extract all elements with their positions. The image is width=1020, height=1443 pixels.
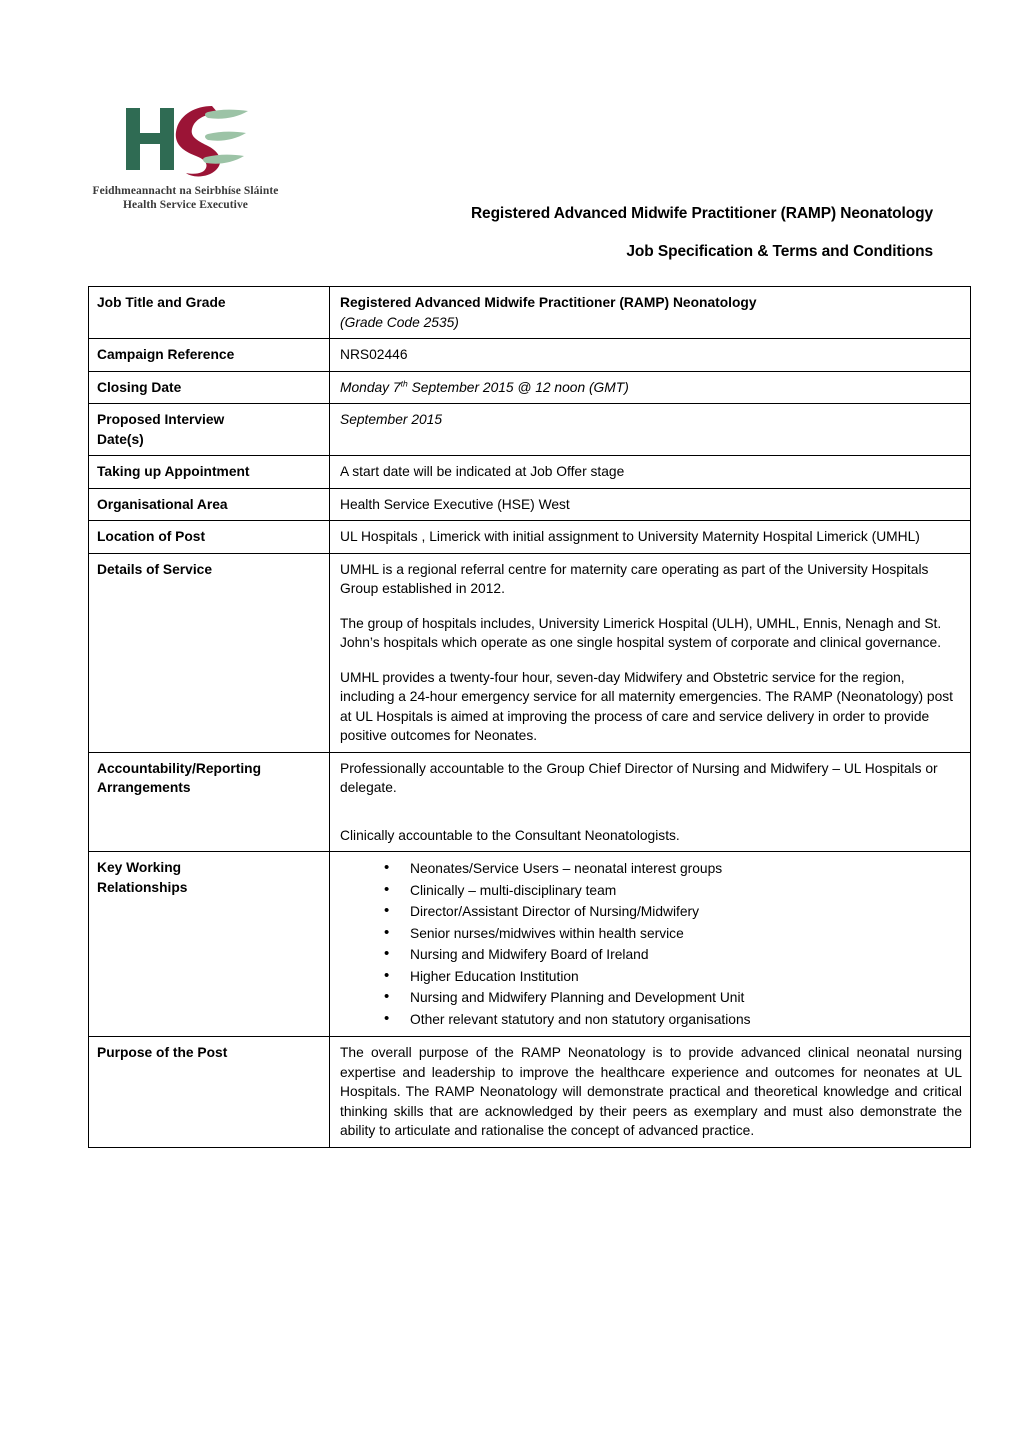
row-value-campaign-reference: NRS02446 xyxy=(330,339,971,372)
accountability-para-1: Professionally accountable to the Group Chief Director of Nursing and Midwifery – UL Hospitals or delegate. xyxy=(340,760,938,795)
hse-logo xyxy=(88,100,283,212)
row-value-location-of-post: UL Hospitals , Limerick with initial assignment to University Maternity Hospital Limerick (UMHL) xyxy=(330,521,971,554)
row-value-accountability xyxy=(330,752,971,852)
table-row-accountability xyxy=(89,752,971,852)
row-label-proposed-interview-date xyxy=(89,404,330,456)
list-item: • Senior nurses/midwives within health service xyxy=(384,923,962,945)
details-para-1: UMHL is a regional referral centre for maternity care operating as part of the University Hospitals Group established in 2012. xyxy=(340,561,929,596)
proposed-interview-label-line1: Proposed Interview xyxy=(97,412,225,427)
row-value-closing-date xyxy=(330,371,971,404)
accountability-label-line1: Accountability/Reporting xyxy=(97,760,262,776)
list-item: • Clinically – multi-disciplinary team xyxy=(384,880,962,902)
closing-date-ordinal: th xyxy=(400,377,408,388)
closing-date-pre: Monday 7 xyxy=(340,379,401,395)
table-row-proposed-interview-date xyxy=(89,404,971,456)
accountability-label-line2: Arrangements xyxy=(97,780,191,795)
key-working-relationships-list xyxy=(340,858,962,1030)
row-label-purpose-of-the-post: Purpose of the Post xyxy=(89,1037,330,1148)
document-heading xyxy=(340,204,933,262)
row-label-job-title: Job Title and Grade xyxy=(89,287,330,339)
job-specification-table xyxy=(88,286,971,1148)
table-row-location-of-post xyxy=(89,521,971,554)
closing-date-post: September 2015 @ 12 noon (GMT) xyxy=(407,379,629,395)
row-value-key-working-relationships xyxy=(330,852,971,1037)
kwr-label-line1: Key Working xyxy=(97,860,182,875)
table-row-taking-up-appointment xyxy=(89,456,971,489)
kwr-label-line2: Relationships xyxy=(97,879,188,895)
row-label-closing-date: Closing Date xyxy=(89,371,330,404)
table-row-key-working-relationships xyxy=(89,852,971,1037)
row-label-details-of-service: Details of Service xyxy=(89,553,330,752)
row-label-accountability xyxy=(89,752,330,852)
row-label-organisational-area: Organisational Area xyxy=(89,488,330,521)
page-subtitle: Job Specification & Terms and Conditions xyxy=(626,243,933,260)
row-value-details-of-service xyxy=(330,553,971,752)
table-row-job-title xyxy=(89,287,971,339)
page-title: Registered Advanced Midwife Practitioner (RAMP) Neonatology xyxy=(470,205,933,222)
list-item: • Director/Assistant Director of Nursing/Midwifery xyxy=(384,901,962,923)
details-para-2: The group of hospitals includes, University Limerick Hospital (ULH), UMHL, Ennis, Nenagh and St. John’s hospitals which operate as one single hospital system of corporate and clinical governance. xyxy=(340,615,942,650)
hse-logo-mark xyxy=(116,100,256,178)
row-label-key-working-relationships xyxy=(89,852,330,1037)
list-item: • Higher Education Institution xyxy=(384,966,962,988)
table-row-purpose-of-the-post xyxy=(89,1037,971,1148)
row-value-taking-up-appointment: A start date will be indicated at Job Offer stage xyxy=(330,456,971,489)
table-row-campaign-reference xyxy=(89,339,971,372)
grade-code-text: (Grade Code 2535) xyxy=(340,314,459,330)
table-row-closing-date xyxy=(89,371,971,404)
row-label-campaign-reference: Campaign Reference xyxy=(89,339,330,372)
hse-logo-caption-irish: Feidhmeannacht na Seirbhíse Sláinte xyxy=(92,185,279,197)
proposed-interview-label-line2: Date(s) xyxy=(97,431,144,447)
row-value-organisational-area: Health Service Executive (HSE) West xyxy=(330,488,971,521)
row-value-purpose-of-the-post: The overall purpose of the RAMP Neonatology is to provide advanced clinical neonatal nursing expertise and leadership to improve the healthcare experience and outcomes for neonates at UL Hospitals. The RAMP Neonatology will demonstrate practical and theoretical knowledge and critical thinking skills that are acknowledged by their peers as exemplary and must also demonstrate the ability to articulate and rationalise the concept of advanced practice. xyxy=(330,1037,971,1148)
list-item: • Nursing and Midwifery Planning and Development Unit xyxy=(384,987,962,1009)
list-item: • Other relevant statutory and non statutory organisations xyxy=(384,1009,962,1031)
table-row-organisational-area xyxy=(89,488,971,521)
hse-logo-caption-english: Health Service Executive xyxy=(122,199,249,211)
hse-logo-caption xyxy=(88,184,283,212)
job-title-text: Registered Advanced Midwife Practitioner (RAMP) Neonatology xyxy=(340,295,757,310)
row-label-taking-up-appointment: Taking up Appointment xyxy=(89,456,330,489)
list-item: • Nursing and Midwifery Board of Ireland xyxy=(384,944,962,966)
accountability-para-2: Clinically accountable to the Consultant Neonatologists. xyxy=(340,827,680,843)
details-para-3: UMHL provides a twenty-four hour, seven-day Midwifery and Obstetric service for the region, including a 24-hour emergency service for all maternity emergencies. The RAMP (Neonatology) post at UL Hospitals is aimed at improving the process of care and service delivery in order to provide positive outcomes for Neonates. xyxy=(340,669,953,743)
row-value-job-title xyxy=(330,287,971,339)
list-item: • Neonates/Service Users – neonatal interest groups xyxy=(384,858,962,880)
table-row-details-of-service xyxy=(89,553,971,752)
row-value-proposed-interview-date: September 2015 xyxy=(330,404,971,456)
row-label-location-of-post: Location of Post xyxy=(89,521,330,554)
